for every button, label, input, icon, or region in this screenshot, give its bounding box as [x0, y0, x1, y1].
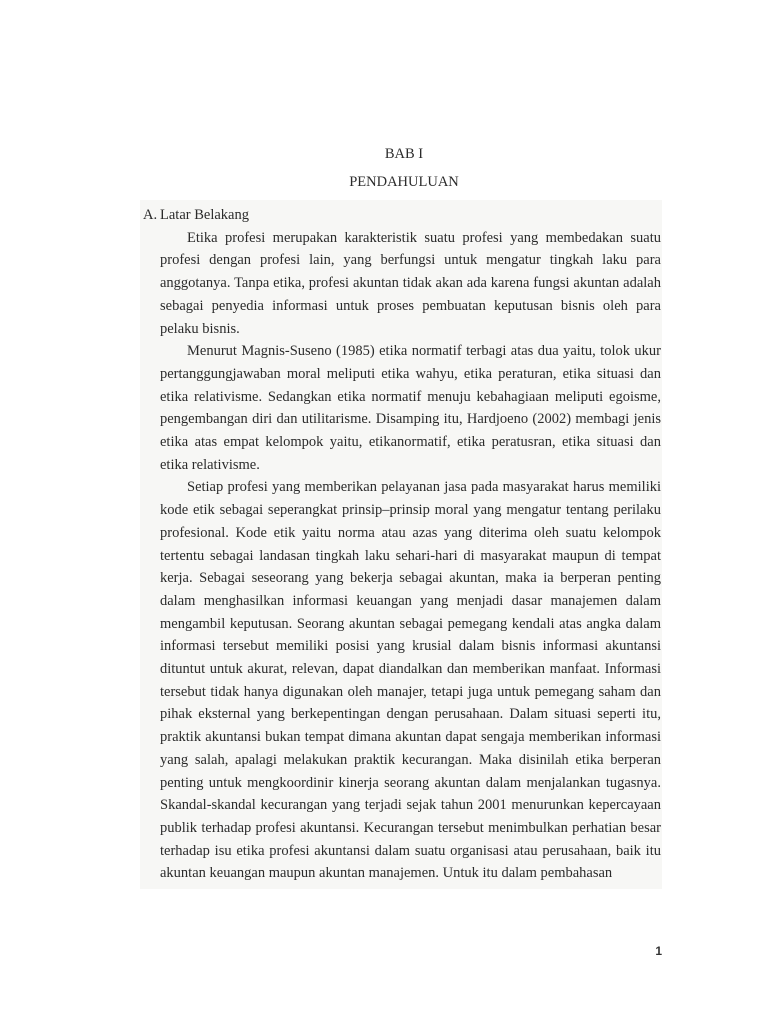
body-text	[160, 227, 661, 885]
section-letter: A.	[143, 207, 158, 223]
paragraph-1: Etika profesi merupakan karakteristik suatu profesi yang membedakan suatu profesi dengan profesi lain, yang berfungsi untuk mengatur tingkah laku para anggotanya. Tanpa etika, profesi akuntan tidak akan ada karena fungsi akuntan adalah sebagai penyedia informasi untuk proses pembuatan keputusan bisnis oleh para pelaku bisnis.	[160, 229, 661, 337]
section-heading	[143, 204, 662, 227]
paragraph-3: Setiap profesi yang memberikan pelayanan jasa pada masyarakat harus memiliki kode etik sebagai seperangkat prinsip–prinsip moral yang mengatur tentang perilaku profesional. Kode etik yaitu norma atau azas yang diterima oleh suatu kelompok tertentu sebagai landasan tingkah laku sehari-hari di masyarakat maupun di tempat kerja. Sebagai seseorang yang bekerja sebagai akuntan, maka ia berperan penting dalam menghasilkan informasi keuangan yang menjadi dasar manajemen dalam mengambil keputusan. Seorang akuntan sebagai pemegang kendali atas angka dalam informasi tersebut memiliki posisi yang krusial dalam bisnis informasi akuntansi dituntut untuk akurat, relevan, dapat diandalkan dan memberikan manfaat. Informasi tersebut tidak hanya digunakan oleh manajer, tetapi juga untuk pemegang saham dan pihak eksternal yang berkepentingan dengan perusahaan. Dalam situasi seperti itu, praktik akuntansi bukan tempat dimana akuntan dapat sengaja memberikan informasi yang salah, apalagi melakukan praktik kecurangan. Maka disinilah etika berperan penting untuk mengkoordinir kinerja seorang akuntan dalam menjalankan tugasnya. Skandal-skandal kecurangan yang terjadi sejak tahun 2001 menurunkan kepercayaan publik terhadap profesi akuntansi. Kecurangan tersebut menimbulkan perhatian besar terhadap isu etika profesi akuntansi dalam suatu organisasi atau perusahaan, baik itu akuntan keuangan maupun akuntan manajemen. Untuk itu dalam pembahasan	[160, 479, 661, 882]
chapter-title: PENDAHULUAN	[349, 174, 459, 190]
page-number: 1	[655, 944, 662, 958]
chapter-number: BAB I	[384, 146, 424, 162]
section-latar-belakang	[140, 200, 662, 889]
section-title: Latar Belakang	[160, 207, 249, 223]
paragraph-2: Menurut Magnis-Suseno (1985) etika normatif terbagi atas dua yaitu, tolok ukur pertanggungjawaban moral meliputi etika wahyu, etika peraturan, etika situasi dan etika relativisme. Sedangkan etika normatif menuju kebahagiaan meliputi egoisme, pengembangan diri dan utilitarisme. Disamping itu, Hardjoeno (2002) membagi jenis etika atas empat kelompok yaitu, etikanormatif, etika peratusran, etika situasi dan etika relativisme.	[160, 343, 661, 473]
